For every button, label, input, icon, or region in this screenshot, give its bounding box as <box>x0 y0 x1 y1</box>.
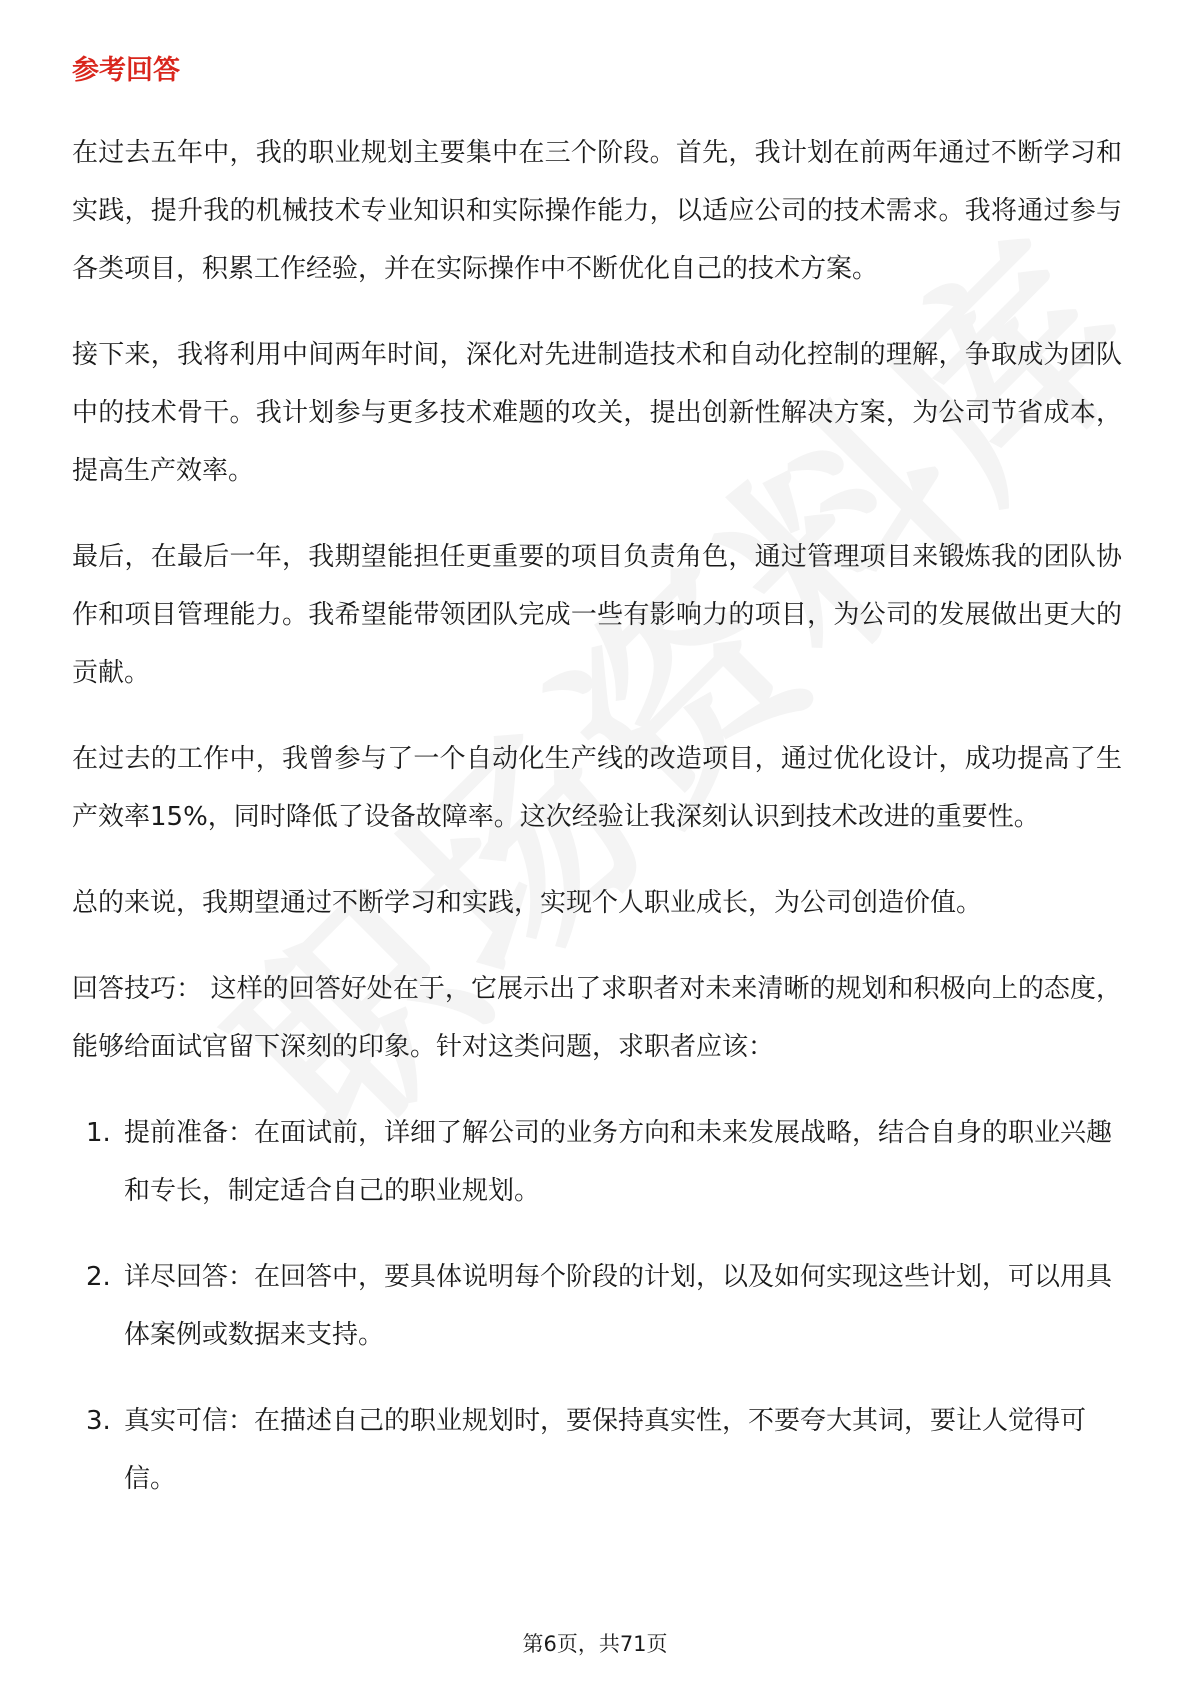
list-number: 2. <box>86 1262 111 1292</box>
list-item <box>72 1104 1122 1220</box>
list-item-text: 详尽回答：在回答中，要具体说明每个阶段的计划，以及如何实现这些计划，可以用具体案例或数据来支持。 <box>124 1262 1113 1350</box>
tips-list <box>72 1104 1122 1508</box>
list-item <box>72 1248 1122 1364</box>
paragraph: 在过去五年中，我的职业规划主要集中在三个阶段。首先，我计划在前两年通过不断学习和实践，提升我的机械技术专业知识和实际操作能力，以适应公司的技术需求。我将通过参与各类项目，积累工作经验，并在实际操作中不断优化自己的技术方案。 <box>72 138 1122 284</box>
section-heading: 参考回答 <box>72 55 180 86</box>
page-content <box>72 48 1122 1536</box>
list-item-text: 提前准备：在面试前，详细了解公司的业务方向和未来发展战略，结合自身的职业兴趣和专长，制定适合自己的职业规划。 <box>124 1118 1113 1206</box>
paragraph: 接下来，我将利用中间两年时间，深化对先进制造技术和自动化控制的理解，争取成为团队中的技术骨干。我计划参与更多技术难题的攻关，提出创新性解决方案，为公司节省成本，提高生产效率。 <box>72 340 1122 486</box>
list-number: 3. <box>86 1406 111 1436</box>
answer-tips-paragraph: 回答技巧： 这样的回答好处在于，它展示出了求职者对未来清晰的规划和积极向上的态度，能够给面试官留下深刻的印象。针对这类问题，求职者应该： <box>72 974 1122 1062</box>
page-footer: 第6页，共71页 <box>522 1632 668 1656</box>
list-item-text: 真实可信：在描述自己的职业规划时，要保持真实性，不要夸大其词，要让人觉得可信。 <box>124 1406 1087 1494</box>
list-number: 1. <box>86 1118 111 1148</box>
paragraph: 最后，在最后一年，我期望能担任更重要的项目负责角色，通过管理项目来锻炼我的团队协作和项目管理能力。我希望能带领团队完成一些有影响力的项目，为公司的发展做出更大的贡献。 <box>72 542 1122 688</box>
paragraph: 在过去的工作中，我曾参与了一个自动化生产线的改造项目，通过优化设计，成功提高了生产效率15%，同时降低了设备故障率。这次经验让我深刻认识到技术改进的重要性。 <box>72 744 1122 832</box>
list-item <box>72 1392 1122 1508</box>
paragraph: 总的来说，我期望通过不断学习和实践，实现个人职业成长，为公司创造价值。 <box>72 888 983 918</box>
